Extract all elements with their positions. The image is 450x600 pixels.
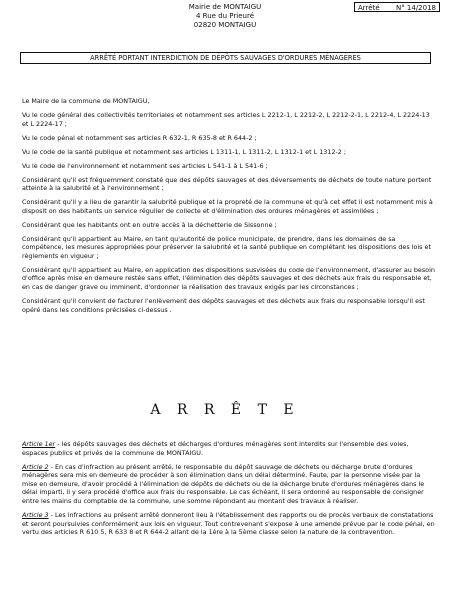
header-line-address: 4 Rue du Prieuré <box>196 12 254 20</box>
decision-heading: A R R Ê T E <box>150 402 300 418</box>
article-1 <box>22 440 436 457</box>
article-label: Article 3 <box>22 510 49 519</box>
preamble-paragraph: Vu le code général des collectivités territoriales et notamment ses articles L 2212-1, L 2212-2, L 2212-2-1, L 2212-4, L 2224-13 et L 2224-17 ; <box>22 110 430 128</box>
preamble-paragraph: Vu le code de l'environnement et notamment ses articles L 541-1 à L 541-6 ; <box>22 161 268 170</box>
article-2 <box>22 463 436 506</box>
article-label: Article 2 <box>22 462 49 471</box>
article-text: - les dépôts sauvages des déchets et décharges d'ordures ménagères sont interdits sur l'ensemble des voies, espaces publics et privés de la commune de MONTAIGU. <box>22 440 409 457</box>
preamble <box>22 97 436 320</box>
article-text: - En cas d'infraction au présent arrêté, le responsable du dépôt sauvage de déchets ou décharge brute d'ordures ménagères sera mis en demeure de procéder à son élimination dans un délai déterminé. Faute, par la personne visée par la mise en demeure, d'avoir procédé à l'élimination de dépôts de déchets ou de la décharge brute d'ordures ménagères dans le délai imparti, il y sera procédé d'office aux frais du responsable. Le cas échéant, il sera ordonné au responsable de consigner entre les mains du comptable de la commune, une somme répondant au montant des travaux à réaliser. <box>22 462 425 505</box>
header-line-mairie: Mairie de MONTAIGU <box>188 3 262 11</box>
preamble-paragraph: Considérant que les habitants ont en outre accès à la déchetterie de Sissonne ; <box>22 220 277 229</box>
preamble-paragraph: Considérant qu'il appartient au Maire, en application des dispositions susvisées du code de l'environnement, d'assurer au besoin d'office après mise en demeure restée sans effet, l'élimination des dépôts sauvages et des déchets aux frais du responsable et, en cas de danger grave ou imminent, d'ordonner la réalisation des travaux exigés par les circonstances ; <box>22 265 435 292</box>
preamble-paragraph: Considérant qu'il est fréquemment constaté que des dépôts sauvages et des déversements de déchets de toute nature portent atteinte à la salubrité et à l'environnement ; <box>22 175 432 193</box>
preamble-paragraph: Vu le code de la santé publique et notamment ses articles L 1311-1, L 1311-2, L 1312-1 et L 1312-2 ; <box>22 147 347 156</box>
preamble-paragraph: Considérant qu'il y a lieu de garantir la salubrité publique et la propreté de la commune et qu'à cet effet il est notamment mis à disposit on des habitants un service régulier de collecte et d'élimination des ordures ménagères et assimilées ; <box>22 198 433 215</box>
article-3 <box>22 511 436 537</box>
preamble-paragraph: Vu le code pénal et notamment ses articles R 632-1, R 635-8 et R 644-2 ; <box>22 133 257 142</box>
article-text: - Les infractions au présent arrêté donneront lieu à l'établissement des rapports ou de procès verbaux de constatations et seront poursuivies conformément aux lois en vigueur. Tout contrevenant s'expose à une amende prévue par le code pénal, en vertu des articles R 610 5, R 633 8 et R 644-2 allant de la 1ère à la 5ème classe selon la nature de la contravention. <box>22 510 435 537</box>
reference-number: N° 14/2018 <box>395 4 436 12</box>
preamble-paragraph: Considérant qu'il convient de facturer l'enlèvement des dépôts sauvages et des déchets aux frais du responsable lorsqu'il est opéré dans les conditions précisées ci-dessus . <box>22 297 425 314</box>
reference-label: Arrêté <box>358 4 380 12</box>
header-line-postcode: 02820 MONTAIGU <box>193 21 257 29</box>
arrete-reference-box <box>354 2 440 12</box>
preamble-paragraph: Considérant qu'il appartient au Maire, en tant qu'autorité de police municipale, de prendre, dans les domaines de sa compétence, les mesures appropriées pour préserver la salubrité et la santé publique en complétant les dispositions des lois et règlements en vigueur ; <box>22 234 431 260</box>
preamble-paragraph: Le Maire de la commune de MONTAIGU, <box>22 97 150 105</box>
document-title: ARRÊTÉ PORTANT INTERDICTION DE DÉPÔTS SAUVAGES D'ORDURES MÉNAGÈRES <box>20 52 431 64</box>
article-label: Article 1er <box>22 440 56 448</box>
articles <box>22 440 436 542</box>
